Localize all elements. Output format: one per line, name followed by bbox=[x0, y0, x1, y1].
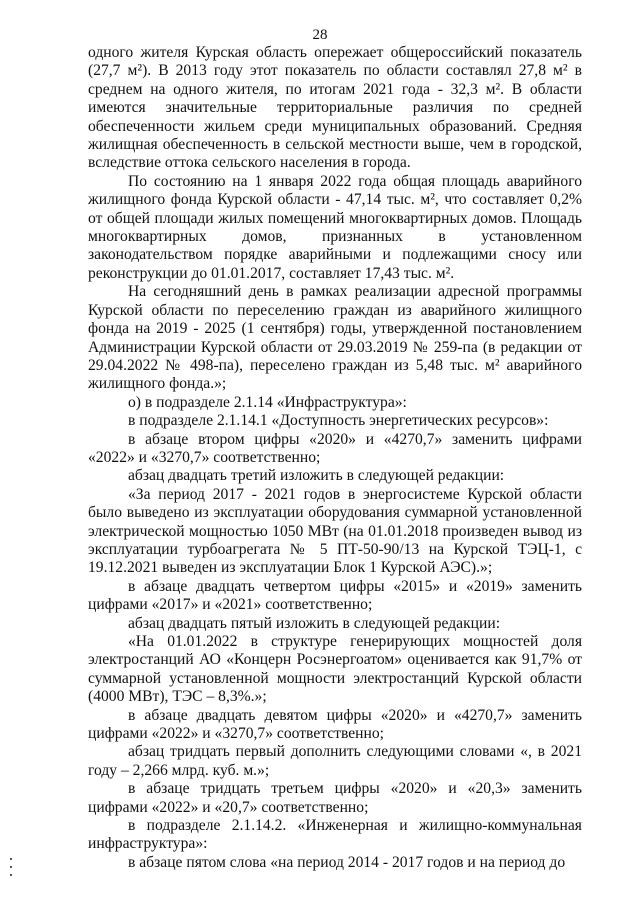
paragraph: в подразделе 2.1.14.1 «Доступность энергетических ресурсов»: bbox=[128, 412, 549, 430]
paragraph: абзац двадцать третий изложить в следующей редакции: bbox=[128, 467, 505, 485]
document-body bbox=[88, 44, 582, 872]
paragraph: «На 01.01.2022 в структуре генерирующих мощностей доля электростанций АО «Концерн Росэнергоатом» оценивается как 91,7% от суммарной установленной мощности электростанций Курской области (4000 МВт), ТЭС – 8,3%.»; bbox=[88, 633, 582, 706]
scan-dot bbox=[10, 874, 12, 876]
paragraph: одного жителя Курская область опережает общероссийский показатель (27,7 м²). В 2013 году этот показатель по области составлял 27,8 м² в среднем на одного жителя, по итогам 2021 года - 32,3 м². В области имеются значительные территориальные различия по средней обеспеченности жильем среди муниципальных образований. Средняя жилищная обеспеченность в сельской местности выше, чем в городской, вследствие оттока сельского населения в города. bbox=[88, 44, 582, 172]
paragraph: в подразделе 2.1.14.2. «Инженерная и жилищно-коммунальная инфраструктура»: bbox=[88, 817, 582, 853]
paragraph: На сегодняшний день в рамках реализации адресной программы Курской области по переселению граждан из аварийного жилищного фонда на 2019 - 2025 (1 сентября) годы, утвержденной постановлением Администрации Курской области от 29.03.2019 № 259-па (в редакции от 29.04.2022 № 498-па), переселено граждан из 5,48 тыс. м² аварийного жилищного фонда.»; bbox=[88, 283, 582, 393]
paragraph: в абзаце втором цифры «2020» и «4270,7» заменить цифрами «2022» и «3270,7» соответственно; bbox=[88, 430, 582, 466]
paragraph: абзац тридцать первый дополнить следующими словами «, в 2021 году – 2,266 млрд. куб. м.»; bbox=[88, 743, 582, 779]
paragraph: По состоянию на 1 января 2022 года общая площадь аварийного жилищного фонда Курской области - 47,14 тыс. м², что составляет 0,2% от общей площади жилых помещений многоквартирных домов. Площадь многоквартирных домов, признанных в установленном законодательством порядке аварийными и подлежащими сносу или реконструкции до 01.01.2017, составляет 17,43 тыс. м². bbox=[88, 172, 582, 282]
paragraph: в абзаце двадцать четвертом цифры «2015» и «2019» заменить цифрами «2017» и «2021» соответственно; bbox=[88, 577, 582, 614]
scan-dot bbox=[10, 858, 12, 860]
scan-edge-marks bbox=[10, 858, 14, 888]
scan-dot bbox=[10, 866, 12, 868]
paragraph: о) в подразделе 2.1.14 «Инфраструктура»: bbox=[128, 393, 407, 411]
page-number: 28 bbox=[312, 27, 328, 43]
paragraph: в абзаце пятом слова «на период 2014 - 2017 годов и на период до bbox=[128, 853, 566, 871]
paragraph: в абзаце тридцать третьем цифры «2020» и «20,3» заменить цифрами «2022» и «20,7» соответственно; bbox=[88, 780, 582, 816]
paragraph: «За период 2017 - 2021 годов в энергосистеме Курской области было выведено из эксплуатации оборудования суммарной установленной электрической мощностью 1050 МВт (на 01.01.2018 произведен вывод из эксплуатации турбоагрегата № 5 ПТ-50-90/13 на Курской ТЭЦ-1, с 19.12.2021 выведен из эксплуатации Блок 1 Курской АЭС).»; bbox=[88, 485, 582, 577]
paragraph: абзац двадцать пятый изложить в следующей редакции: bbox=[128, 614, 501, 632]
paragraph: в абзаце двадцать девятом цифры «2020» и «4270,7» заменить цифрами «2022» и «3270,7» соответственно; bbox=[88, 706, 582, 743]
